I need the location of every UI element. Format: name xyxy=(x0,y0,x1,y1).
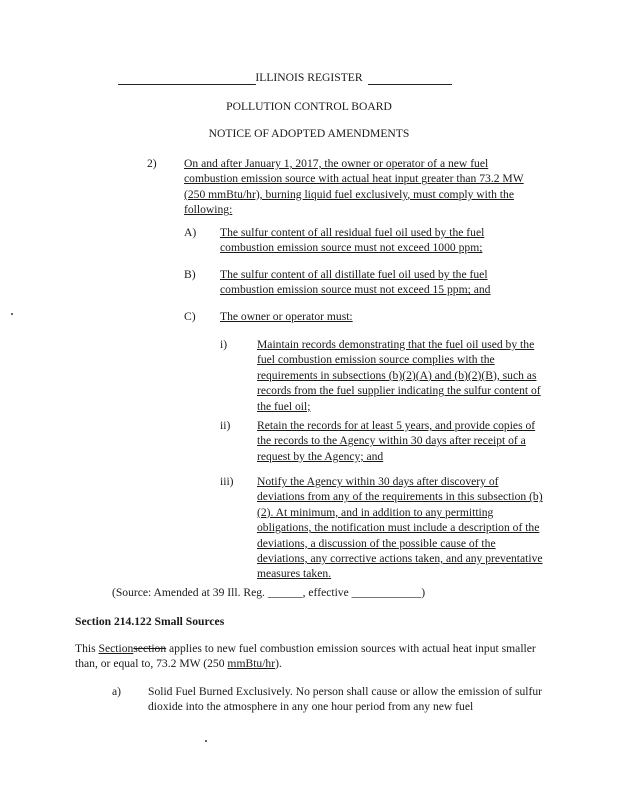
header-rule-right xyxy=(368,84,452,85)
item-i-text xyxy=(257,337,549,414)
section-heading: Section 214.122 Small Sources xyxy=(75,615,225,628)
item-a-small-text: Solid Fuel Burned Exclusively. No person shall cause or allow the emission of sulfur dioxide into the atmosphere in any one hour period from any new fuel xyxy=(148,685,543,714)
item-C-label: C) xyxy=(184,310,196,323)
item-A-label: A) xyxy=(184,226,197,239)
item-B-text-content: The sulfur content of all distillate fuel oil used by the fuel combustion emission source must not exceed 15 ppm; and xyxy=(220,268,491,297)
item-ii-text xyxy=(257,418,549,464)
item-2-label: 2) xyxy=(147,157,157,170)
item-C-text-content: The owner or operator must: xyxy=(220,310,353,323)
section-intro-unit: mmBtu/hr xyxy=(227,657,276,671)
item-iii-label: iii) xyxy=(220,475,234,488)
item-i-text-content: Maintain records demonstrating that the fuel oil used by the fuel combustion emission source complies with the requirements in subsections (b)(2)(A) and (b)(2)(B), such as records from the fuel supplier indicating the sulfur content of the fuel oil; xyxy=(257,338,541,413)
item-ii-text-content: Retain the records for at least 5 years, and provide copies of the records to the Agency within 30 days after receipt of a request by the Agency; and xyxy=(257,419,536,463)
item-iii-text xyxy=(257,474,549,582)
section-intro-deleted: section xyxy=(133,642,167,655)
item-A-text-content: The sulfur content of all residual fuel oil used by the fuel combustion emission source must not exceed 1000 ppm; xyxy=(220,226,485,255)
scan-speck xyxy=(11,313,13,315)
register-title: ILLINOIS REGISTER xyxy=(255,71,363,84)
section-intro xyxy=(75,641,545,672)
notice-title: NOTICE OF ADOPTED AMENDMENTS xyxy=(208,127,410,140)
board-title: POLLUTION CONTROL BOARD xyxy=(226,100,392,113)
item-a-small-label: a) xyxy=(112,685,122,698)
section-intro-part2: applies to new fuel combustion emission sources with actual heat input smaller than, or equal to, 73.2 MW (250 xyxy=(75,642,536,671)
item-iii-text-content: Notify the Agency within 30 days after discovery of deviations from any of the requirements in this subsection (b)(2). At minimum, and in addition to any permitting obligations, the notification must include a description of the deviations, a discussion of the possible cause of the deviations, any corrective actions taken, and any preventative measures taken. xyxy=(257,475,543,581)
section-intro-part1: This xyxy=(75,642,99,655)
item-2-text-part3: , must comply with the following: xyxy=(184,187,514,217)
scan-speck xyxy=(205,740,207,742)
section-intro-part3: ). xyxy=(275,657,282,671)
item-A-text xyxy=(220,225,510,256)
item-B-label: B) xyxy=(184,268,196,281)
item-2-text xyxy=(184,156,534,218)
item-ii-label: ii) xyxy=(220,419,231,432)
section-intro-inserted: Section xyxy=(98,642,134,655)
item-B-text xyxy=(220,267,510,298)
item-2-text-part1: On and after January 1, 2017, the owner or operator of a new fuel combustion emission source with actual heat input greater than 73.2 MW (250 mmBtu/hr), xyxy=(184,157,524,201)
source-note: (Source: Amended at 39 Ill. Reg. ______, effective ____________) xyxy=(112,586,426,599)
item-C-text xyxy=(220,309,510,324)
item-2-text-part2: burning liquid fuel exclusively xyxy=(265,187,408,201)
item-i-label: i) xyxy=(220,338,228,351)
